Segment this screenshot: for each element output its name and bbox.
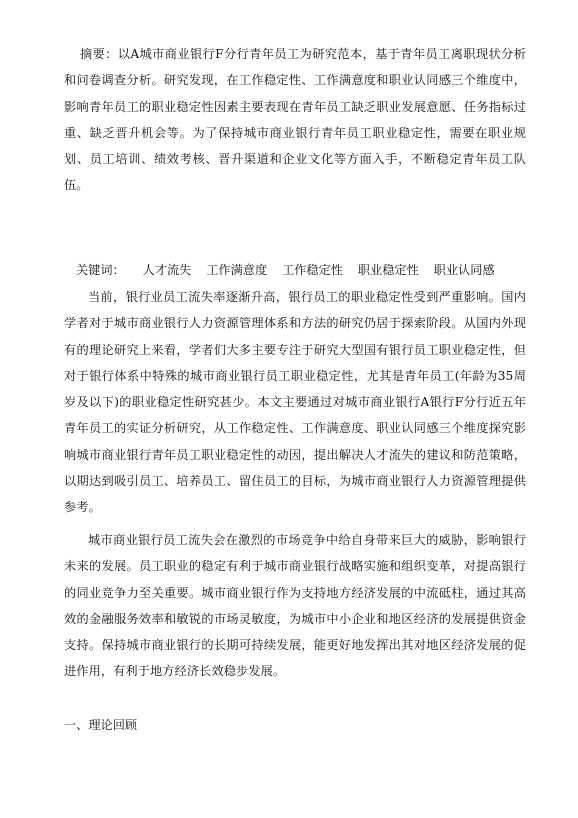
section-heading: 一、理论回顾: [64, 718, 138, 732]
keywords-label: 关键词：: [76, 263, 125, 277]
body-paragraph: 当前，银行业员工流失率逐渐升高，银行员工的职业稳定性受到严重影响。国内学者对于城市商业银行人力资源管理体系和方法的研究仍居于探索阶段。从国内外现有的理论研究上来看，学者们大多主要专注于研究大型国有银行员工职业稳定性，但对于银行体系中特殊的城市商业银行员工职业稳定性，尤其是青年员工(年龄为35周岁及以下)的职业稳定性研究甚少。本文主要通过对城市商业银行A银行F分行近五年青年员工的实证分析研究，从工作稳定性、工作满意度、职业认同感三个维度探究影响城市商业银行青年员工职业稳定性的动因，提出解决人才流失的建议和防范策略，以期达到吸引员工、培养员工、留住员工的目标，为城市商业银行人力资源管理提供参考。: [64, 290, 526, 515]
keyword-item: 人才流失: [142, 263, 192, 277]
keyword-item: 工作稳定性: [282, 263, 343, 277]
abstract-paragraph: 摘要：以A城市商业银行F分行青年员工为研究范本，基于青年员工离职现状分析和问卷调查分析。研究发现，在工作稳定性、工作满意度和职业认同感三个维度中，影响青年员工的职业稳定性因素主要表现在青年员工缺乏职业发展意愿、任务指标过重、缺乏晋升机会等。为了保持城市商业银行青年员工职业稳定性，需要在职业规划、员工培训、绩效考核、晋升渠道和企业文化等方面入手，不断稳定青年员工队伍。: [64, 47, 526, 193]
keyword-item: 职业稳定性: [357, 263, 419, 277]
body-paragraph: 城市商业银行员工流失会在激烈的市场竞争中给自身带来巨大的威胁，影响银行未来的发展。员工职业的稳定有利于城市商业银行战略实施和组织变革，对提高银行的同业竞争力至关重要。城市商业银行作为支持地方经济发展的中流砥柱，通过其高效的金融服务效率和敏锐的市场灵敏度，为城市中小企业和地区经济的发展提供资金支持。保持城市商业银行的长期可持续发展，能更好地发挥出其对地区经济发展的促进作用，有利于地方经济长效稳步发展。: [64, 533, 526, 679]
keyword-item: 职业认同感: [433, 263, 495, 277]
keyword-item: 工作满意度: [206, 263, 268, 277]
keywords-line: [76, 257, 506, 283]
